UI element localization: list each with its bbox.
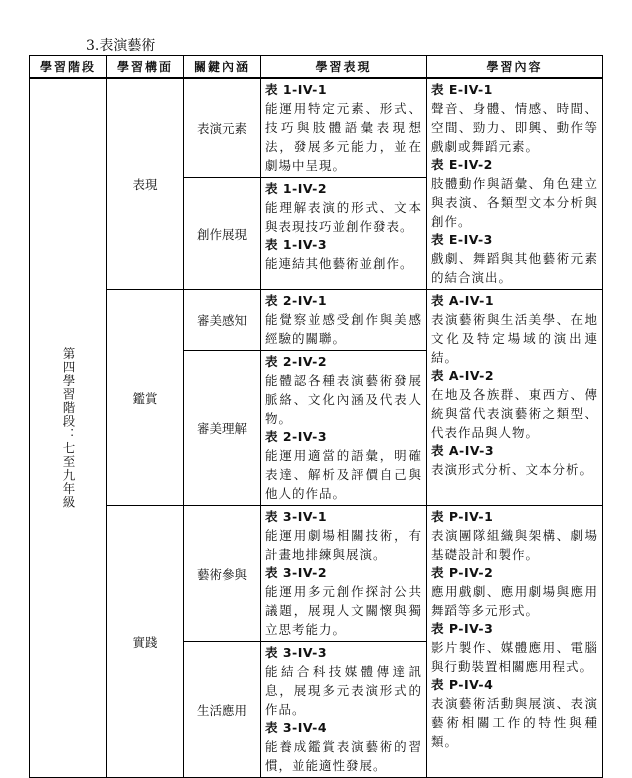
content-cell [427,506,603,778]
performance-text: 能連結其他藝術並創作。 [265,256,414,271]
dimension-cell [107,506,184,778]
header-performance: 學習表現 [261,56,427,79]
content-code: 表 E-IV-3 [431,232,493,247]
content-entry [431,231,598,287]
curriculum-table [29,55,603,778]
concept-label: 表演元素 [196,121,247,136]
section-title: 3.表演藝術 [86,38,156,54]
performance-entry [265,719,422,775]
performance-code: 表 3-IV-3 [265,645,328,660]
performance-code: 表 1-IV-1 [265,82,328,97]
header-stage: 學習階段 [30,56,107,79]
content-text: 戲劇、舞蹈與其他藝術元素的結合演出。 [431,251,598,285]
dimension-label: 實踐 [132,634,158,650]
performance-cell [261,351,427,506]
performance-text: 能運用多元創作探討公共議題，展現人文關懷與獨立思考能力。 [265,584,422,637]
performance-code: 表 2-IV-2 [265,354,328,369]
concept-label: 審美感知 [196,313,247,328]
concept-label: 藝術參與 [196,566,247,582]
header-content: 學習內容 [427,56,603,79]
table-row [30,78,603,178]
performance-entry [265,180,422,236]
performance-entry [265,292,422,348]
performance-cell [261,178,427,290]
performance-text: 能運用特定元素、形式、技巧與肢體語彙表現想法，發展多元能力，並在劇場中呈現。 [265,101,422,173]
concept-cell [184,178,261,290]
performance-entry [265,81,422,175]
content-text: 表演藝術與生活美學、在地文化及特定場域的演出連結。 [431,312,598,365]
performance-entry [265,353,422,428]
performance-text: 能覺察並感受創作與美感經驗的關聯。 [265,312,422,346]
concept-cell [184,351,261,506]
concept-cell [184,642,261,778]
header-concept: 關鍵內涵 [184,56,261,79]
performance-code: 表 1-IV-3 [265,237,328,252]
content-text: 聲音、身體、情感、時間、空間、勁力、即興、動作等戲劇或舞蹈元素。 [431,101,598,154]
content-entry [431,676,598,751]
content-code: 表 P-IV-4 [431,677,494,692]
performance-code: 表 3-IV-4 [265,720,328,735]
performance-entry [265,236,422,273]
content-cell [427,78,603,290]
content-entry [431,564,598,620]
dimension-cell [107,78,184,290]
dimension-label: 表現 [132,177,158,192]
content-entry [431,156,598,231]
performance-code: 表 1-IV-2 [265,181,328,196]
performance-entry [265,564,422,639]
performance-code: 表 3-IV-2 [265,565,328,580]
content-code: 表 E-IV-1 [431,82,493,97]
content-text: 表演形式分析、文本分析。 [431,462,594,477]
performance-code: 表 3-IV-1 [265,509,328,524]
stage-cell [30,78,107,778]
stage-label: 第四學習階段：七至九年級 [61,347,76,509]
performance-cell [261,78,427,178]
content-code: 表 P-IV-1 [431,509,494,524]
concept-label: 審美理解 [196,421,247,436]
concept-cell [184,78,261,178]
performance-entry [265,508,422,564]
performance-text: 能養成鑑賞表演藝術的習慣，並能適性發展。 [265,739,422,773]
content-code: 表 P-IV-2 [431,565,494,580]
content-entry [431,367,598,442]
performance-text: 能理解表演的形式、文本與表現技巧並創作發表。 [265,200,422,234]
performance-cell [261,642,427,778]
content-entry [431,442,598,479]
content-entry [431,508,598,564]
content-entry [431,620,598,676]
content-text: 表演藝術活動與展演、表演藝術相關工作的特性與種類。 [431,696,598,749]
content-code: 表 P-IV-3 [431,621,494,636]
dimension-cell [107,290,184,506]
content-text: 在地及各族群、東西方、傳統與當代表演藝術之類型、代表作品與人物。 [431,387,598,440]
performance-cell [261,290,427,351]
content-code: 表 A-IV-3 [431,443,495,458]
content-text: 影片製作、媒體應用、電腦與行動裝置相關應用程式。 [431,640,598,674]
content-code: 表 A-IV-1 [431,293,495,308]
performance-code: 表 2-IV-1 [265,293,328,308]
content-code: 表 A-IV-2 [431,368,495,383]
content-text: 應用戲劇、應用劇場與應用舞蹈等多元形式。 [431,584,598,618]
concept-cell [184,290,261,351]
content-cell [427,290,603,506]
header-dimension: 學習構面 [107,56,184,79]
performance-text: 能運用適當的語彙，明確表達、解析及評價自己與他人的作品。 [265,448,422,501]
content-entry [431,81,598,156]
performance-entry [265,644,422,719]
table-row [30,506,603,642]
table-row [30,290,603,351]
concept-label: 生活應用 [196,702,247,718]
header-row [30,56,603,79]
performance-cell [261,506,427,642]
performance-entry [265,428,422,503]
performance-code: 表 2-IV-3 [265,429,328,444]
concept-label: 創作展現 [196,226,247,242]
content-text: 肢體動作與語彙、角色建立與表演、各類型文本分析與創作。 [431,176,598,229]
performance-text: 能運用劇場相關技術，有計畫地排練與展演。 [265,528,422,562]
content-text: 表演團隊組織與架構、劇場基礎設計和製作。 [431,528,598,562]
content-entry [431,292,598,367]
content-code: 表 E-IV-2 [431,157,493,172]
dimension-label: 鑑賞 [132,390,158,406]
performance-text: 能結合科技媒體傳達訊息，展現多元表演形式的作品。 [265,664,422,717]
performance-text: 能體認各種表演藝術發展脈絡、文化內涵及代表人物。 [265,373,422,426]
concept-cell [184,506,261,642]
